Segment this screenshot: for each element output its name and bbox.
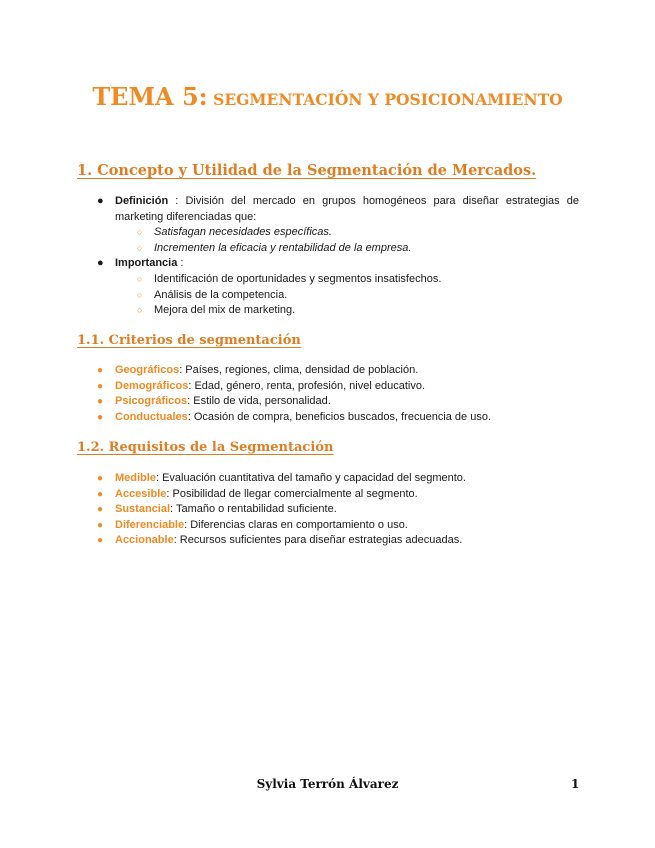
section-1-heading: 1. Concepto y Utilidad de la Segmentación de Mercados. [77, 162, 537, 179]
bullet-icon: ● [97, 365, 104, 376]
bullet-icon: ● [97, 411, 104, 423]
definicion-item [97, 194, 579, 256]
requisito-item: ● Accesible: Posibilidad de llegar comercialmente al segmento. [97, 487, 579, 503]
criterio-item: ● Psicográficos: Estilo de vida, personalidad. [97, 394, 579, 410]
section-1-1-heading: 1.1. Criterios de segmentación [77, 333, 301, 348]
bullet-icon: ● [97, 504, 104, 516]
importancia-text: : [177, 257, 184, 270]
bullet-icon: ● [97, 488, 104, 500]
bullet-icon: ● [97, 519, 104, 531]
footer-author: Sylvia Terrón Álvarez [256, 777, 399, 791]
definicion-text: : División del mercado en grupos homogéneos para diseñar estrategias de marketing diferenciadas que: [115, 195, 579, 223]
title-prefix: TEMA 5: [92, 82, 208, 111]
title-main: SEGMENTACIÓN Y POSICIONAMIENTO [213, 90, 563, 109]
section-1-2-heading: 1.2. Requisitos de la Segmentación [77, 440, 334, 455]
circle-bullet-icon: ○ [137, 227, 143, 238]
bullet-icon: ● [97, 195, 104, 207]
sub-list-item: ○ Incrementen la eficacia y rentabilidad de la empresa. [137, 241, 579, 257]
sub-list-item: ○ Mejora del mix de marketing. [137, 303, 579, 319]
importancia-sublist [137, 272, 579, 319]
sub-list-item: ○ Análisis de la competencia. [137, 288, 579, 304]
circle-bullet-icon: ○ [137, 242, 143, 253]
criterios-list [97, 363, 579, 425]
circle-bullet-icon: ○ [137, 305, 143, 316]
bullet-icon: ● [97, 257, 104, 270]
page-number: 1 [571, 777, 580, 791]
requisito-item: ● Accionable: Recursos suficientes para diseñar estrategias adecuadas. [97, 533, 579, 549]
criterio-item: ● Geográficos: Países, regiones, clima, densidad de población. [97, 363, 579, 379]
importancia-label: Importancia [115, 257, 178, 270]
bullet-icon: ● [97, 473, 104, 484]
requisito-item: ● Medible: Evaluación cuantitativa del tamaño y capacidad del segmento. [97, 471, 579, 487]
circle-bullet-icon: ○ [137, 273, 143, 284]
sub-list-item: ○ Identificación de oportunidades y segmentos insatisfechos. [137, 272, 579, 288]
criterio-item: ● Demográficos: Edad, género, renta, profesión, nivel educativo. [97, 379, 579, 395]
requisitos-list [97, 471, 579, 549]
bullet-icon: ● [97, 535, 104, 547]
criterio-item: ● Conductuales: Ocasión de compra, beneficios buscados, frecuencia de uso. [97, 410, 579, 426]
importancia-item [97, 256, 579, 318]
page-title [0, 82, 655, 111]
definicion-label: Definición [115, 195, 169, 207]
circle-bullet-icon: ○ [137, 289, 143, 300]
bullet-icon: ● [97, 380, 104, 392]
requisito-item: ● Sustancial: Tamaño o rentabilidad suficiente. [97, 502, 579, 518]
definicion-sublist [137, 225, 579, 256]
requisito-item: ● Diferenciable: Diferencias claras en comportamiento o uso. [97, 518, 579, 534]
section-1-list [97, 194, 579, 319]
bullet-icon: ● [97, 396, 104, 408]
sub-list-item: ○ Satisfagan necesidades específicas. [137, 225, 579, 241]
